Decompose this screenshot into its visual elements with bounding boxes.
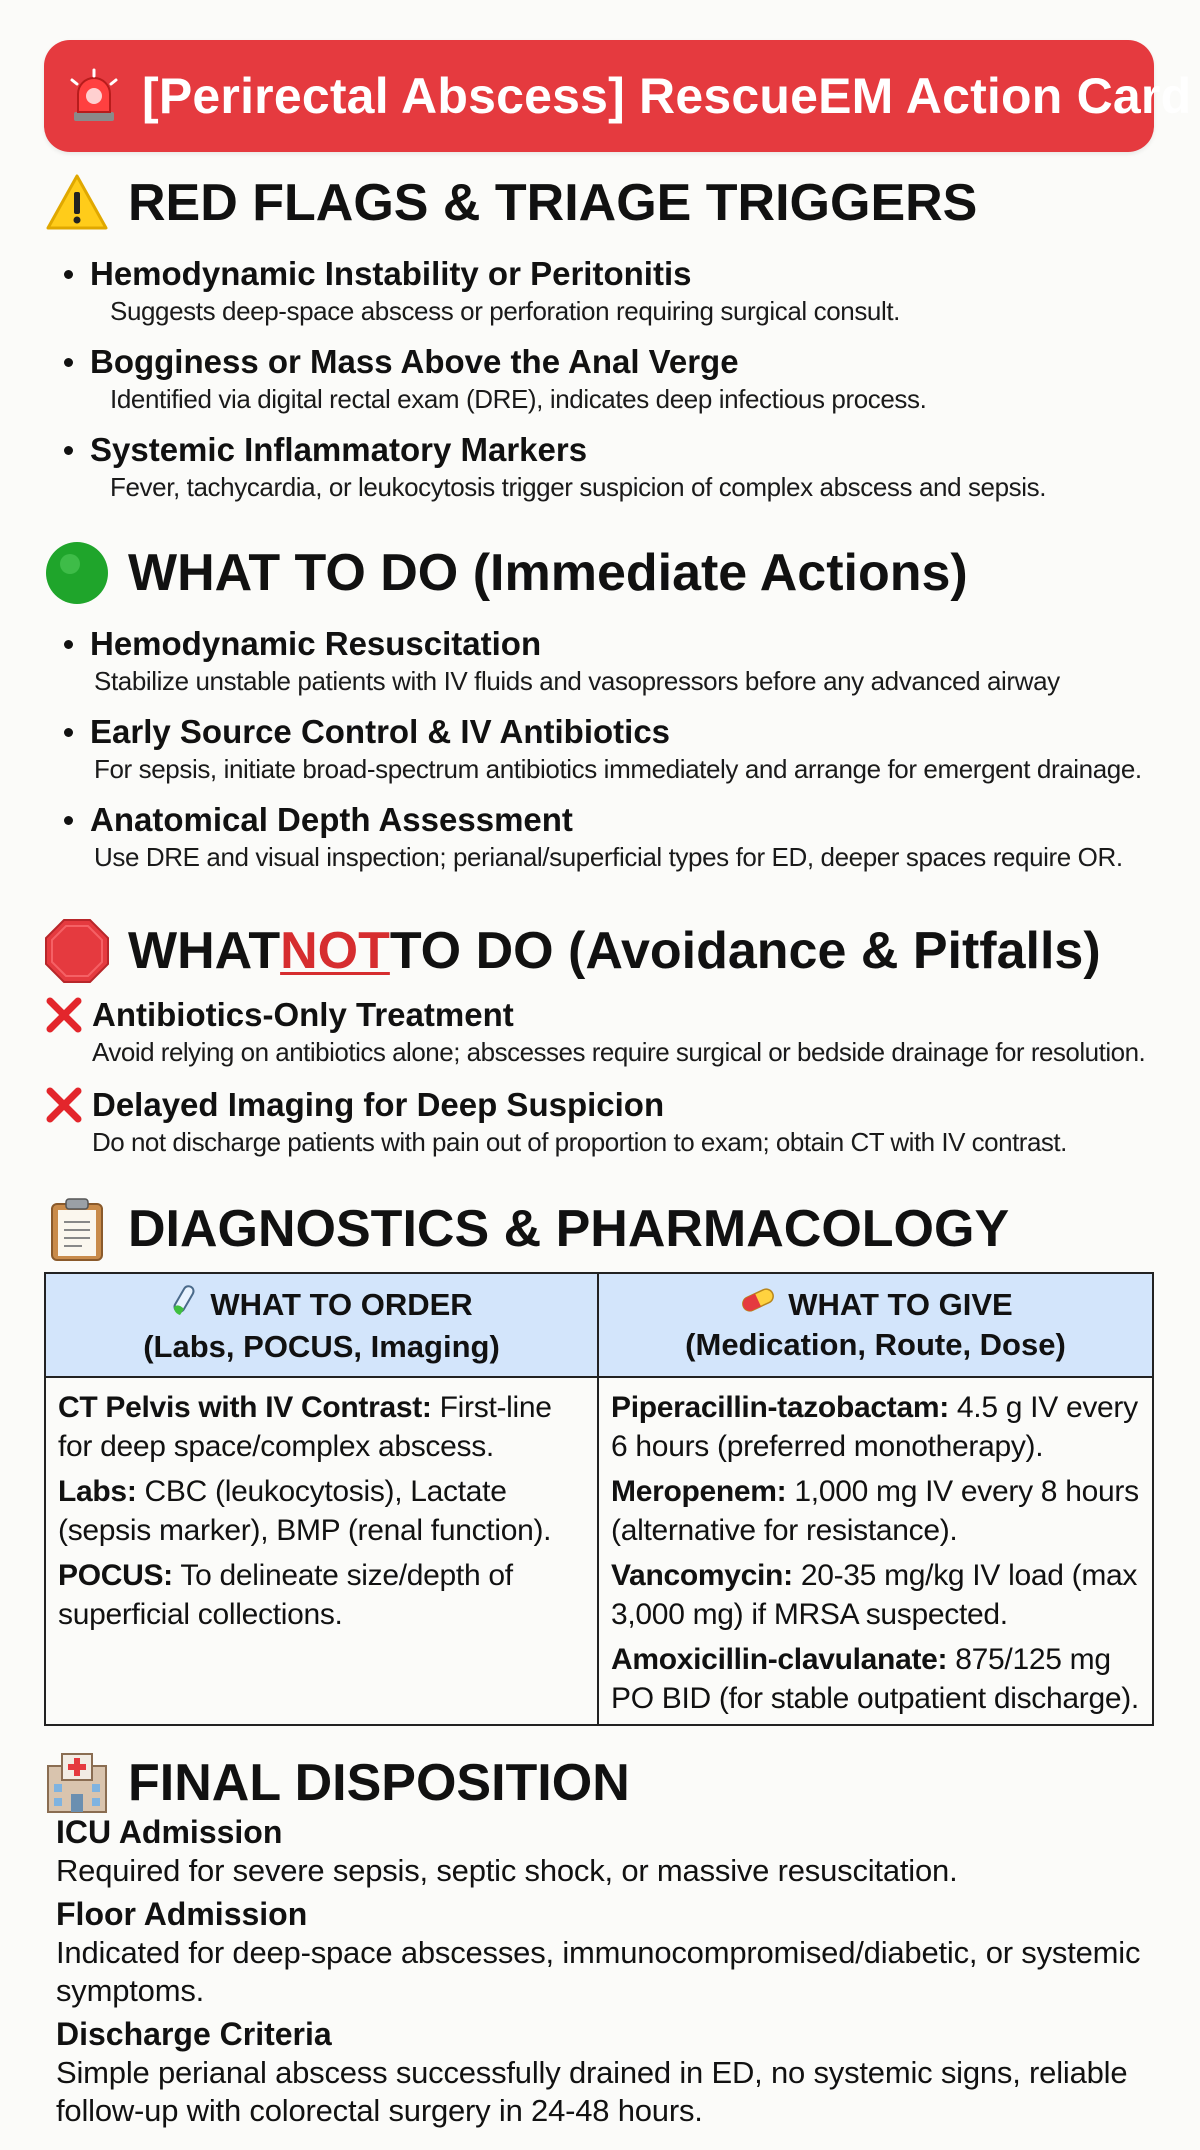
disposition-heading xyxy=(44,1750,630,1816)
what-to-do-heading xyxy=(44,540,968,606)
item-title: Discharge Criteria xyxy=(56,2016,332,2052)
order-cell xyxy=(46,1378,599,1724)
not-word: NOT xyxy=(280,922,390,980)
disposition-title: FINAL DISPOSITION xyxy=(128,1754,630,1812)
give-cell xyxy=(599,1378,1152,1724)
item-desc: Simple perianal abscess successfully drained in ED, no systemic signs, reliable follow-up with colorectal surgery in 24-48 hours. xyxy=(56,2055,1128,2128)
give-header-title: WHAT TO GIVE xyxy=(788,1287,1013,1322)
heading-part: TO DO (Avoidance & Pitfalls) xyxy=(389,922,1101,980)
disposition-list xyxy=(56,1812,1156,2134)
item-desc: Fever, tachycardia, or leukocytosis trigger suspicion of complex abscess and sepsis. xyxy=(110,472,1047,502)
warning-icon xyxy=(44,170,110,236)
item-desc: Stabilize unstable patients with IV fluids and vasopressors before any advanced airway xyxy=(94,666,1060,696)
item-title: Hemodynamic Resuscitation xyxy=(90,625,542,662)
drug-text: 1,000 mg IV every 8 hours (alternative for resistance). xyxy=(611,1475,1139,1547)
list-item xyxy=(56,2014,1156,2130)
test-tube-icon xyxy=(170,1283,210,1327)
item-title-row xyxy=(44,994,1164,1036)
item-title: Bogginess or Mass Above the Anal Verge xyxy=(90,343,739,380)
list-item xyxy=(44,994,1164,1068)
hospital-icon xyxy=(44,1750,110,1816)
order-label: CT Pelvis with IV Contrast: xyxy=(58,1391,432,1424)
order-text: First-line for deep space/complex abscess. xyxy=(58,1391,552,1463)
give-item xyxy=(611,1640,1142,1718)
item-title: Delayed Imaging for Deep Suspicion xyxy=(92,1086,665,1123)
cross-mark-icon xyxy=(44,995,84,1035)
list-item xyxy=(60,342,1170,416)
siren-icon xyxy=(64,66,124,126)
item-title: Hemodynamic Instability or Peritonitis xyxy=(90,255,692,292)
item-desc: For sepsis, initiate broad-spectrum antibiotics immediately and arrange for emergent drainage. xyxy=(94,754,1142,784)
stop-sign-icon xyxy=(44,918,110,984)
red-flags-title: RED FLAGS & TRIAGE TRIGGERS xyxy=(128,174,978,232)
item-desc: Required for severe sepsis, septic shock, or massive resuscitation. xyxy=(56,1853,958,1888)
cross-mark-icon xyxy=(44,1085,84,1125)
order-text: To delineate size/depth of superficial collections. xyxy=(58,1559,513,1631)
drug-text: 875/125 mg PO BID (for stable outpatient discharge). xyxy=(611,1643,1139,1715)
list-item xyxy=(60,800,1170,874)
order-label: Labs: xyxy=(58,1475,137,1508)
title-banner xyxy=(44,40,1192,152)
card-title: [Perirectal Abscess] RescueEM Action Card xyxy=(142,68,1192,124)
item-desc: Suggests deep-space abscess or perforation requiring surgical consult. xyxy=(110,296,901,326)
item-desc: Use DRE and visual inspection; perianal/superficial types for ED, deeper spaces require OR. xyxy=(94,842,1123,872)
order-header xyxy=(46,1274,599,1378)
item-title: Floor Admission xyxy=(56,1896,308,1932)
green-circle-icon xyxy=(44,540,110,606)
pill-icon xyxy=(738,1285,788,1325)
what-not-to-do-list xyxy=(44,994,1164,1174)
item-title: Antibiotics-Only Treatment xyxy=(92,996,514,1033)
item-title: Anatomical Depth Assessment xyxy=(90,801,573,838)
drug-text: 20-35 mg/kg IV load (max 3,000 mg) if MRSA suspected. xyxy=(611,1559,1138,1631)
diagnostics-title: DIAGNOSTICS & PHARMACOLOGY xyxy=(128,1200,1010,1258)
drug-label: Meropenem: xyxy=(611,1475,787,1508)
item-desc: Identified via digital rectal exam (DRE), indicates deep infectious process. xyxy=(110,384,927,414)
diagnostics-heading xyxy=(44,1196,1009,1262)
give-item xyxy=(611,1556,1142,1634)
list-item xyxy=(60,712,1170,786)
give-header xyxy=(599,1274,1152,1378)
clipboard-icon xyxy=(44,1196,110,1262)
give-header-subtitle: (Medication, Route, Dose) xyxy=(685,1327,1066,1362)
drug-text: 4.5 g IV every 6 hours (preferred monotherapy). xyxy=(611,1391,1138,1463)
diagnostics-table xyxy=(44,1272,1154,1726)
item-title: Systemic Inflammatory Markers xyxy=(90,431,588,468)
red-flags-list xyxy=(60,254,1170,518)
item-title: Early Source Control & IV Antibiotics xyxy=(90,713,671,750)
item-title: ICU Admission xyxy=(56,1814,283,1850)
what-to-do-list xyxy=(60,624,1170,888)
order-item xyxy=(58,1556,587,1634)
list-item xyxy=(60,430,1170,504)
order-header-subtitle: (Labs, POCUS, Imaging) xyxy=(143,1329,500,1364)
list-item xyxy=(56,1894,1156,2010)
order-text: CBC (leukocytosis), Lactate (sepsis marker), BMP (renal function). xyxy=(58,1475,552,1547)
drug-label: Amoxicillin-clavulanate: xyxy=(611,1643,948,1676)
order-item xyxy=(58,1472,587,1550)
item-title-row xyxy=(44,1084,1164,1126)
give-item xyxy=(611,1388,1142,1466)
item-desc: Do not discharge patients with pain out of proportion to exam; obtain CT with IV contrast. xyxy=(92,1127,1067,1157)
list-item xyxy=(56,1812,1156,1890)
red-flags-heading xyxy=(44,170,977,236)
list-item xyxy=(60,624,1170,698)
item-desc: Indicated for deep-space abscesses, immunocompromised/diabetic, or systemic symptoms. xyxy=(56,1935,1141,2008)
drug-label: Piperacillin-tazobactam: xyxy=(611,1391,949,1424)
list-item xyxy=(44,1084,1164,1158)
what-not-to-do-heading xyxy=(44,918,1101,984)
order-header-title: WHAT TO ORDER xyxy=(210,1287,473,1322)
what-to-do-title: WHAT TO DO (Immediate Actions) xyxy=(128,544,968,602)
heading-part: WHAT xyxy=(128,922,281,980)
order-label: POCUS: xyxy=(58,1559,173,1592)
give-item xyxy=(611,1472,1142,1550)
order-item xyxy=(58,1388,587,1466)
drug-label: Vancomycin: xyxy=(611,1559,793,1592)
item-desc: Avoid relying on antibiotics alone; abscesses require surgical or bedside drainage for resolution. xyxy=(92,1037,1146,1067)
list-item xyxy=(60,254,1170,328)
